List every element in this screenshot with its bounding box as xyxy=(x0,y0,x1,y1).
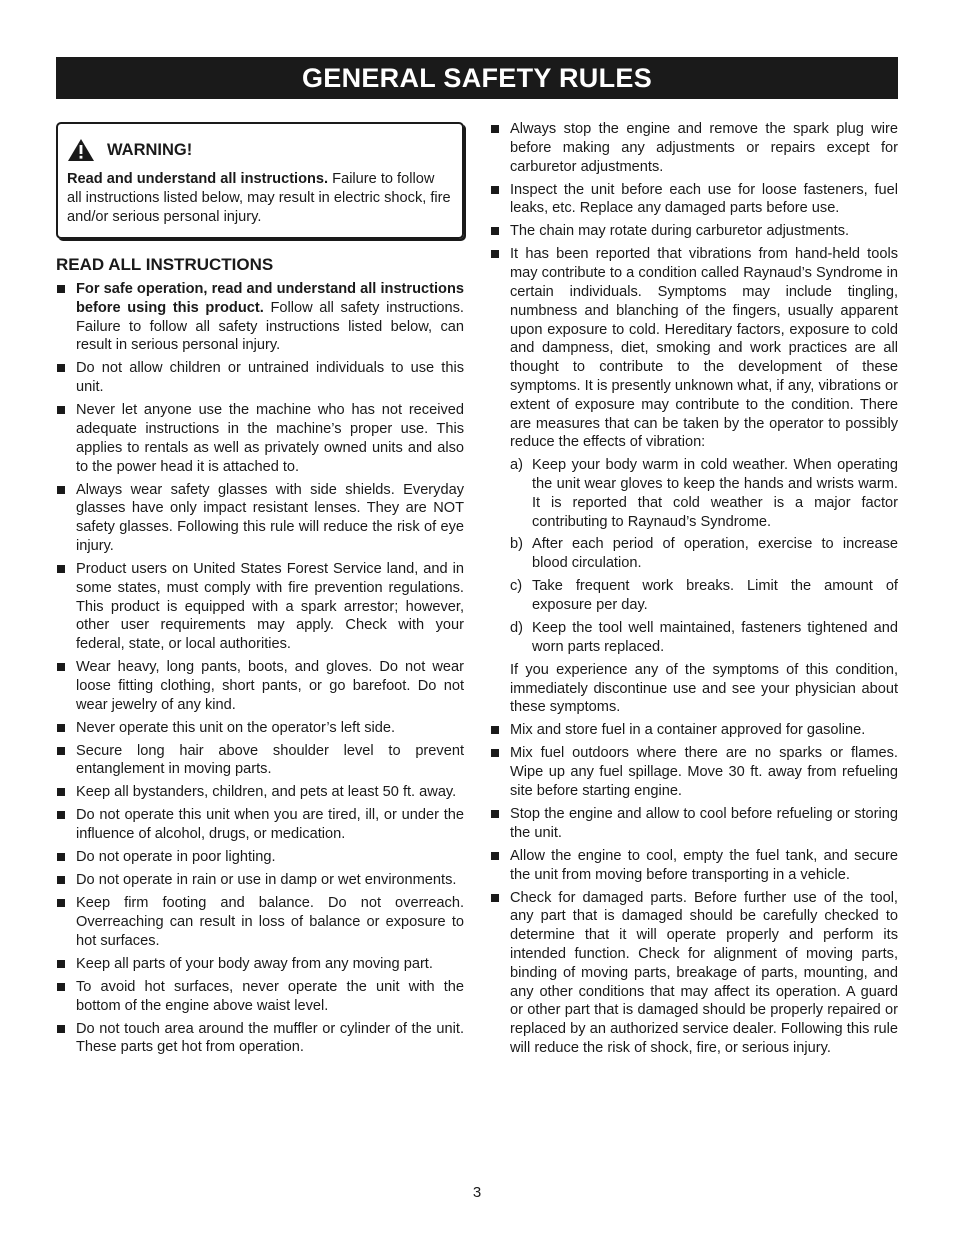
bullet-square-icon xyxy=(57,853,65,861)
rule-text: Inspect the unit before each use for loose fasteners, fuel leaks, etc. Replace any damaged parts before use. xyxy=(510,181,898,217)
sub-item-letter: c) xyxy=(510,578,523,595)
bullet-square-icon xyxy=(491,749,499,757)
bullet-square-icon xyxy=(57,406,65,414)
rule-item xyxy=(490,181,898,219)
rule-text: Do not operate in rain or use in damp or wet environments. xyxy=(76,872,457,889)
sub-item-letter: d) xyxy=(510,620,523,637)
bullet-square-icon xyxy=(57,1025,65,1033)
bullet-square-icon xyxy=(57,899,65,907)
rule-text: Mix and store fuel in a container approved for gasoline. xyxy=(510,722,866,739)
rule-text: The chain may rotate during carburetor adjustments. xyxy=(510,223,850,240)
rule-text: Keep all bystanders, children, and pets at least 50 ft. away. xyxy=(76,784,457,801)
section-heading: READ ALL INSTRUCTIONS xyxy=(56,255,274,274)
rule-text: Keep all parts of your body away from any moving part. xyxy=(76,955,433,972)
rule-text: Do not touch area around the muffler or cylinder of the unit. These parts get hot from operation. xyxy=(76,1020,464,1056)
warning-body-text: Failure to follow all instructions listed below, may result in electric shock, fire and/or serious personal injury. xyxy=(67,171,451,225)
sub-item-text: Take frequent work breaks. Limit the amount of exposure per day. xyxy=(532,578,898,614)
bullet-square-icon xyxy=(491,894,499,902)
sub-item-text: After each period of operation, exercise to increase blood circulation. xyxy=(532,536,898,572)
right-column xyxy=(490,120,898,1062)
rule-item xyxy=(56,359,464,397)
rule-item xyxy=(56,848,464,867)
bullet-square-icon xyxy=(57,788,65,796)
left-column xyxy=(56,120,464,1061)
bullet-square-icon xyxy=(491,227,499,235)
bullet-square-icon xyxy=(57,285,65,293)
rule-item xyxy=(56,783,464,802)
warning-box xyxy=(56,122,464,239)
bullet-square-icon xyxy=(57,876,65,884)
rule-text: Allow the engine to cool, empty the fuel tank, and secure the unit from moving before transporting in a vehicle. xyxy=(510,847,898,883)
warning-header xyxy=(67,138,453,162)
rule-text: Keep firm footing and balance. Do not overreach. Overreaching can result in loss of balance or exposure to hot surfaces. xyxy=(76,895,464,949)
rule-text: Product users on United States Forest Service land, and in some states, must comply with fire prevention regulations. This product is equipped with a spark arrestor; however, other user requirements may apply. Check with your federal, state, or local authorities. xyxy=(76,560,464,653)
rule-text: Do not operate this unit when you are tired, ill, or under the influence of alcohol, drugs, or medication. xyxy=(76,807,464,843)
rule-item xyxy=(56,894,464,950)
sub-item-text: Keep the tool well maintained, fasteners tightened and worn parts replaced. xyxy=(532,620,898,655)
bullet-square-icon xyxy=(57,486,65,494)
rule-text: It has been reported that vibrations from hand-held tools may contribute to a condition called Raynaud’s Syndrome in certain individuals. Symptoms may include tingling, numbness and blanching of the fingers, usually apparent upon exposure to cold. Hereditary factors, exposure to cold and dampness, diet, smoking and work practices are all thought to contribute to the development of these symptoms. It is presently unknown what, if any, vibrations or extent of exposure may contribute to the condition. There are measures that can be taken by the operator to possibly reduce the effects of vibration: xyxy=(510,246,898,451)
rule-text: Mix fuel outdoors where there are no sparks or flames. Wipe up any fuel spillage. Move 30 ft. away from refueling site before starting engine. xyxy=(510,745,898,799)
rule-item xyxy=(56,806,464,844)
rule-item xyxy=(56,1020,464,1058)
rule-text: Always stop the engine and remove the spark plug wire before making any adjustments or repairs except for carburetor adjustments. xyxy=(510,121,898,175)
bullet-square-icon xyxy=(57,364,65,372)
page-number: 3 xyxy=(472,1184,482,1201)
bullet-square-icon xyxy=(491,810,499,818)
rule-item xyxy=(56,978,464,1016)
rule-text: Stop the engine and allow to cool before refueling or storing the unit. xyxy=(510,805,898,841)
rule-text: Never let anyone use the machine who has not received adequate instructions in the machine’s proper use. This applies to rentals as well as privately owned units and also to the power head it is attached to. xyxy=(76,402,464,475)
rule-item xyxy=(56,955,464,974)
left-rules-list xyxy=(56,280,464,1057)
bullet-square-icon xyxy=(57,565,65,573)
sub-item xyxy=(510,535,898,573)
bullet-square-icon xyxy=(57,960,65,968)
bullet-square-icon xyxy=(491,250,499,258)
rule-text: Never operate this unit on the operator’s left side. xyxy=(76,719,396,736)
rule-item xyxy=(490,889,898,1058)
sub-item xyxy=(510,456,898,531)
bullet-square-icon xyxy=(57,747,65,755)
rule-text: Do not operate in poor lighting. xyxy=(76,849,276,866)
rule-item xyxy=(56,481,464,556)
rule-item xyxy=(56,560,464,654)
bullet-square-icon xyxy=(57,724,65,732)
rule-item xyxy=(56,742,464,780)
rule-text: Wear heavy, long pants, boots, and gloves. Do not wear loose fitting clothing, short pants, or go barefoot. Do not wear jewelry of any kind. xyxy=(76,659,464,713)
rule-item xyxy=(490,222,898,241)
rule-followup-paragraph: If you experience any of the symptoms of this condition, immediately discontinue use and see your physician about these symptoms. xyxy=(510,661,898,716)
sub-item-letter: a) xyxy=(510,457,523,474)
sub-item xyxy=(510,619,898,657)
right-rules-list xyxy=(490,120,898,1058)
bullet-square-icon xyxy=(57,663,65,671)
rule-text: Always wear safety glasses with side shields. Everyday glasses have only impact resistant lenses. They are NOT safety glasses. Following this rule will reduce the risk of eye injury. xyxy=(76,481,464,554)
rule-item xyxy=(490,744,898,800)
rule-item xyxy=(56,401,464,476)
bullet-square-icon xyxy=(491,852,499,860)
rule-item xyxy=(490,120,898,176)
rule-text: Secure long hair above shoulder level to prevent entanglement in moving parts. xyxy=(76,742,464,778)
rule-item xyxy=(56,719,464,738)
rule-item xyxy=(56,871,464,890)
rule-item xyxy=(56,280,464,355)
warning-title: WARNING! xyxy=(107,140,193,159)
rule-text: To avoid hot surfaces, never operate the unit with the bottom of the engine above waist level. xyxy=(76,978,464,1014)
rule-bold-text: For safe operation, read and understand all instructions before using this product. xyxy=(76,281,464,316)
rule-item xyxy=(56,658,464,714)
bullet-square-icon xyxy=(491,186,499,194)
sub-item-text: Keep your body warm in cold weather. When operating the unit wear gloves to keep the hands and wrists warm. It is reported that cold weather is a major factor contributing to Raynaud’s Syndrome. xyxy=(532,457,898,530)
sub-list xyxy=(510,456,898,657)
sub-item xyxy=(510,577,898,615)
warning-bold-text: Read and understand all instructions. xyxy=(67,171,329,187)
rule-item xyxy=(490,245,898,717)
rule-text: Follow all safety instructions. Failure to follow all safety instructions listed below, can result in serious personal injury. xyxy=(76,299,464,354)
warning-triangle-icon xyxy=(67,138,95,162)
rule-item xyxy=(490,805,898,843)
rule-item xyxy=(490,721,898,740)
sub-item-letter: b) xyxy=(510,536,523,553)
bullet-square-icon xyxy=(57,983,65,991)
bullet-square-icon xyxy=(491,726,499,734)
rule-item xyxy=(490,847,898,885)
bullet-square-icon xyxy=(491,125,499,133)
warning-text xyxy=(67,170,453,227)
rule-text: Do not allow children or untrained individuals to use this unit. xyxy=(76,360,464,396)
page-title: GENERAL SAFETY RULES xyxy=(56,57,898,99)
bullet-square-icon xyxy=(57,811,65,819)
rule-text: Check for damaged parts. Before further use of the tool, any part that is damaged should be carefully checked to determine that it will operate properly and perform its intended function. Check for alignment of moving parts, binding of moving parts, breakage of parts, mounting, and any other conditions that may affect its operation. A guard or other part that is damaged should be properly repaired or replaced by an authorized service dealer. Following this rule will reduce the risk of shock, fire, or serious injury. xyxy=(510,889,898,1056)
